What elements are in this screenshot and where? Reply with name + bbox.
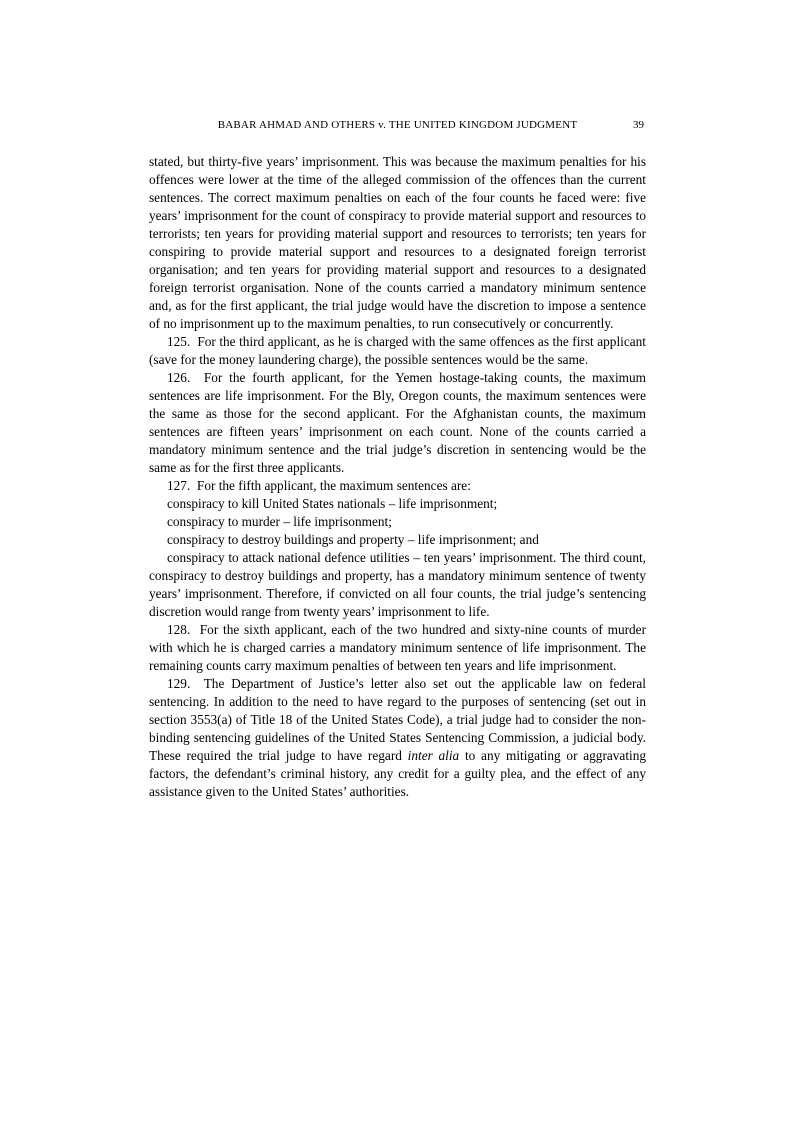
text-run: to any mitigating or aggravating factors, the defendant’s criminal history, any credit for a guilty plea, and the effect of any assistance given to the United States’ authorities. <box>149 748 647 799</box>
paragraph <box>149 495 646 513</box>
text-run: conspiracy to destroy buildings and property – life imprisonment; and <box>167 532 539 547</box>
paragraph <box>149 549 646 621</box>
paragraph <box>149 369 646 477</box>
header-title: BABAR AHMAD AND OTHERS v. THE UNITED KINGDOM JUDGMENT <box>217 119 578 131</box>
text-run: 127. For the fifth applicant, the maximum sentences are: <box>167 478 471 493</box>
text-run: stated, but thirty-five years’ imprisonment. This was because the maximum penalties for his offences were lower at the time of the alleged commission of the offences than the current sentences. The correct maximum penalties on each of the four counts he faced were: five years’ imprisonment for the count of conspiracy to provide material support and resources to terrorists; ten years for providing material support and resources to terrorists; ten years for conspiring to provide material support and resources to a designated foreign terrorist organisation; and ten years for providing material support and resources to a designated foreign terrorist organisation. None of the counts carried a mandatory minimum sentence and, as for the first applicant, the trial judge would have the discretion to impose a sentence of no imprisonment up to the maximum penalties, to run consecutively or concurrently. <box>149 154 646 331</box>
paragraph <box>149 333 646 369</box>
text-run: 126. For the fourth applicant, for the Yemen hostage-taking counts, the maximum sentences are life imprisonment. For the Bly, Oregon counts, the maximum sentences were the same as those for the second applicant. For the Afghanistan counts, the maximum sentences are fifteen years’ imprisonment on each count. None of the counts carried a mandatory minimum sentence and the trial judge’s discretion in sentencing would be the same as for the first three applicants. <box>149 370 646 475</box>
text-run: conspiracy to attack national defence utilities – ten years’ imprisonment. The third count, conspiracy to destroy buildings and property, has a mandatory minimum sentence of twenty years’ imprisonment. Therefore, if convicted on all four counts, the trial judge’s sentencing discretion would range from twenty years’ imprisonment to life. <box>149 550 646 619</box>
text-run: conspiracy to murder – life imprisonment; <box>167 514 392 529</box>
paragraph <box>149 621 646 675</box>
text-run: conspiracy to kill United States nationals – life imprisonment; <box>167 496 498 511</box>
paragraph <box>149 477 646 495</box>
paragraph <box>149 513 646 531</box>
paragraph <box>149 153 646 333</box>
paragraph <box>149 675 646 801</box>
italic-text: inter alia <box>407 748 460 763</box>
text-run: 129. The Department of Justice’s letter also set out the applicable law on federal sentencing. In addition to the need to have regard to the purposes of sentencing (set out in section 3553(a) of Title 18 of the United States Code), a trial judge had to consider the non-binding sentencing guidelines of the United States Sentencing Commission, a judicial body. These required the trial judge to have regard <box>149 676 646 763</box>
text-run: 128. For the sixth applicant, each of the two hundred and sixty-nine counts of murder with which he is charged carries a mandatory minimum sentence of life imprisonment. The remaining counts carry maximum penalties of between ten years and life imprisonment. <box>149 622 646 673</box>
text-column <box>149 118 646 801</box>
running-header <box>149 118 646 132</box>
text-run: 125. For the third applicant, as he is charged with the same offences as the first applicant (save for the money laundering charge), the possible sentences would be the same. <box>149 334 646 367</box>
page-number: 39 <box>633 119 644 131</box>
body-text <box>149 153 646 801</box>
paragraph <box>149 531 646 549</box>
